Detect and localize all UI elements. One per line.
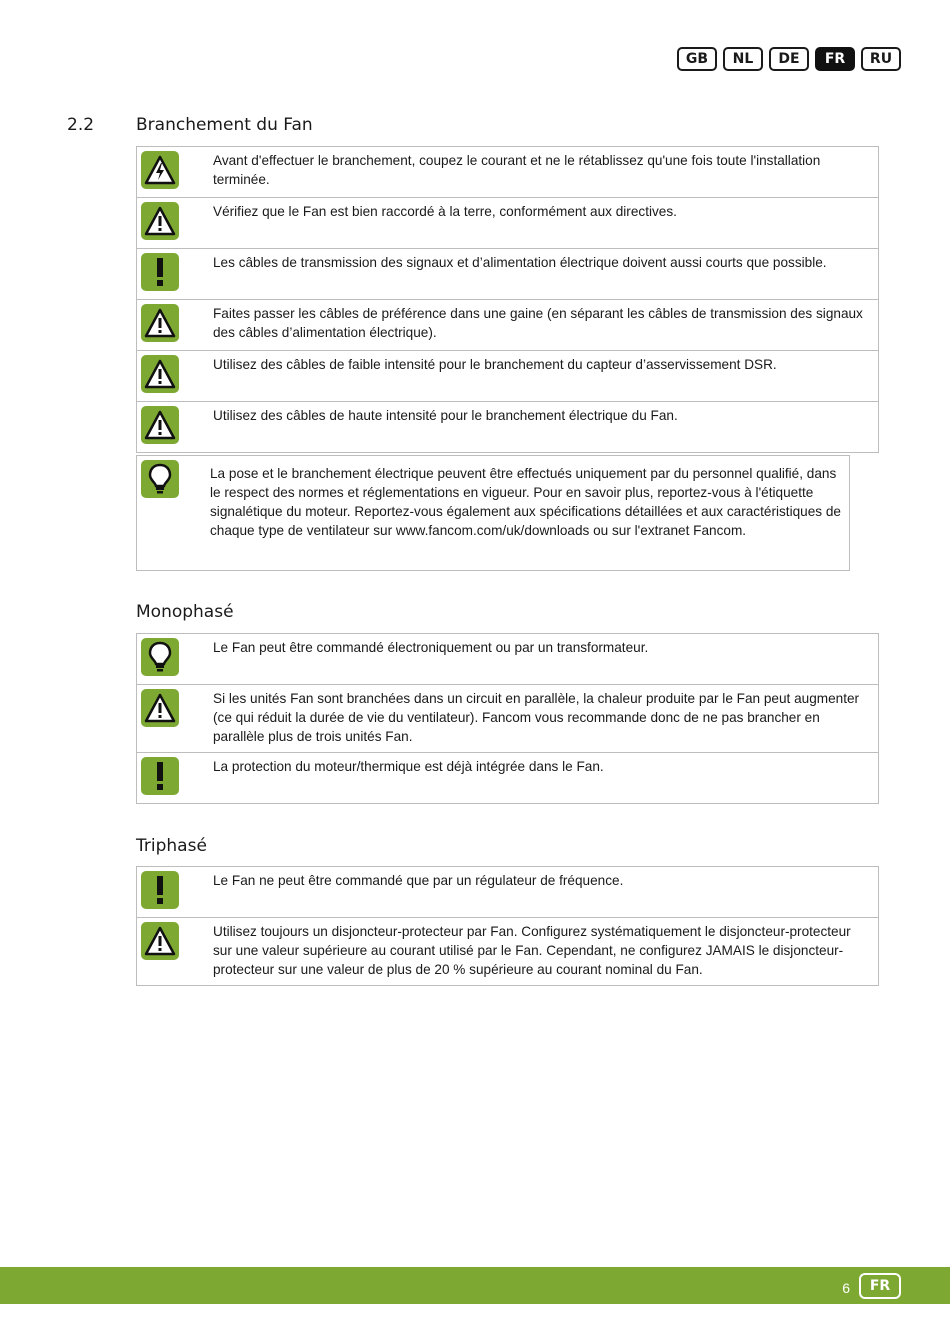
note-text: La pose et le branchement électrique peuvent être effectués uniquement par du personnel qualifié, dans le respect des normes et réglementations en vigueur. Pour en savoir plus, reportez-vous à l'étiquette signalétique du moteur. Reportez-vous également aux spécifications détaillées et aux caractéristiques de chaque type de ventilateur sur www.fancom.com/uk/downloads ou sur l'extranet Fancom.: [210, 466, 841, 538]
note-row: [136, 866, 879, 918]
triphase-notes-table: [136, 866, 879, 986]
section-number: 2.2: [67, 115, 95, 135]
warning-triangle-icon: [141, 689, 179, 727]
lightbulb-icon: [141, 638, 179, 676]
note-text: La protection du moteur/thermique est déjà intégrée dans le Fan.: [213, 759, 604, 774]
exclamation-icon: [141, 871, 179, 909]
note-row: [136, 350, 879, 402]
safety-notes-table: [136, 146, 879, 453]
language-selector: [677, 47, 901, 71]
lightbulb-icon: [141, 460, 179, 498]
note-text: Les câbles de transmission des signaux et d’alimentation électrique doivent aussi courts que possible.: [213, 255, 827, 270]
page-number: 6: [842, 1280, 850, 1296]
lang-gb-button[interactable]: GB: [677, 47, 717, 71]
note-text: Faites passer les câbles de préférence dans une gaine (en séparant les câbles de transmission des signaux des câbles d’alimentation électrique).: [213, 306, 863, 340]
warning-triangle-icon: [141, 202, 179, 240]
note-text: Avant d'effectuer le branchement, coupez le courant et ne le rétablissez qu'une fois toute l'installation terminée.: [213, 153, 821, 187]
note-row: [136, 752, 879, 804]
note-text: Vérifiez que le Fan est bien raccordé à la terre, conformément aux directives.: [213, 204, 677, 219]
electric-hazard-icon: [141, 151, 179, 189]
warning-triangle-icon: [141, 355, 179, 393]
note-text: Utilisez des câbles de faible intensité pour le branchement du capteur d’asservissement DSR.: [213, 357, 777, 372]
lang-ru-button[interactable]: RU: [861, 47, 901, 71]
note-text: Le Fan ne peut être commandé que par un régulateur de fréquence.: [213, 873, 624, 888]
note-row: [136, 684, 879, 753]
exclamation-icon: [141, 253, 179, 291]
lang-fr-button[interactable]: FR: [815, 47, 855, 71]
note-row: [136, 917, 879, 986]
warning-triangle-icon: [141, 406, 179, 444]
note-row: [136, 197, 879, 249]
note-row: [136, 146, 879, 198]
note-row: [136, 633, 879, 685]
exclamation-icon: [141, 757, 179, 795]
note-text: Utilisez toujours un disjoncteur-protecteur par Fan. Configurez systématiquement le disjoncteur-protecteur sur une valeur supérieure au courant utilisé par le Fan. Cependant, ne configurez JAMAIS le disjoncteur-protecteur sur une valeur de plus de 20 % supérieure au courant nominal du Fan.: [213, 924, 851, 977]
note-row: [136, 299, 879, 351]
note-text: Si les unités Fan sont branchées dans un circuit en parallèle, la chaleur produite par le Fan peut augmenter (ce qui réduit la durée de vie du ventilateur). Fancom vous recommande donc de ne pas brancher en parallèle plus de trois unités Fan.: [213, 691, 860, 744]
note-row: [136, 455, 850, 571]
note-row: [136, 401, 879, 453]
section-title: Branchement du Fan: [136, 115, 313, 135]
triphase-title: Triphasé: [136, 836, 207, 856]
monophase-notes-table: [136, 633, 879, 804]
warning-triangle-icon: [141, 922, 179, 960]
footer-bar: [0, 1267, 950, 1304]
monophase-title: Monophasé: [136, 602, 234, 622]
warning-triangle-icon: [141, 304, 179, 342]
note-text: Le Fan peut être commandé électroniquement ou par un transformateur.: [213, 640, 649, 655]
lang-de-button[interactable]: DE: [769, 47, 809, 71]
note-text: Utilisez des câbles de haute intensité pour le branchement électrique du Fan.: [213, 408, 678, 423]
tip-notes-table: [136, 455, 850, 571]
lang-nl-button[interactable]: NL: [723, 47, 763, 71]
footer-language-badge: FR: [859, 1273, 901, 1299]
note-row: [136, 248, 879, 300]
